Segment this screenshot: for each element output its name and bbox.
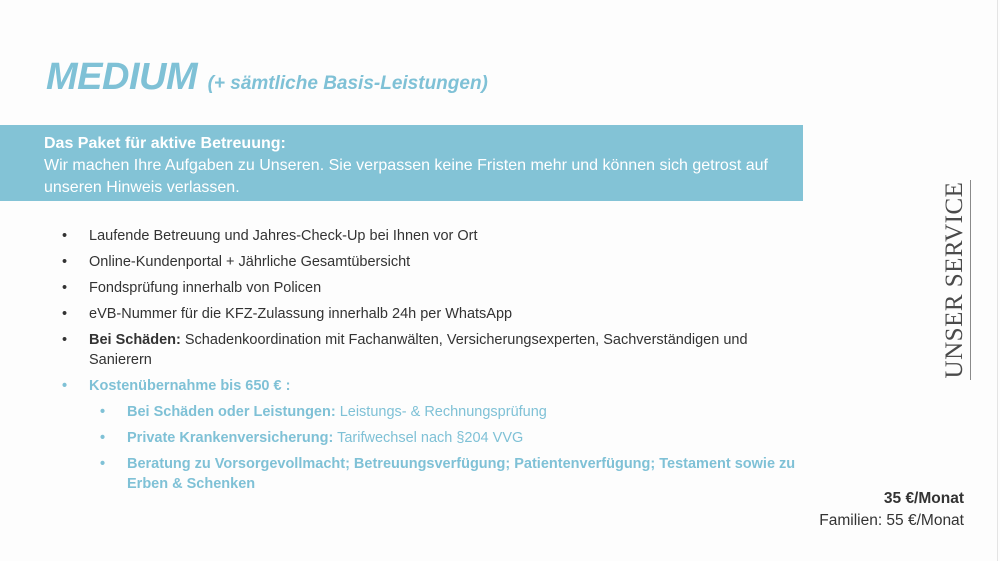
sub-item-label: Beratung zu Vorsorgevollmacht; Betreuungsverfügung; Patientenverfügung; Testament sowie zu Erben & Schenken <box>127 456 796 492</box>
list-item: • Online-Kundenportal + Jährliche Gesamtübersicht <box>62 252 802 272</box>
sub-item-text: Tarifwechsel nach §204 VVG <box>333 430 524 446</box>
price-block <box>819 488 964 532</box>
sub-list-item <box>89 454 802 494</box>
damage-label: Bei Schäden: <box>89 332 181 348</box>
service-list <box>62 226 802 500</box>
price-family: Familien: 55 €/Monat <box>819 512 964 529</box>
package-title <box>46 56 488 99</box>
slide-edge-divider <box>997 0 998 561</box>
banner-text: Wir machen Ihre Aufgaben zu Unseren. Sie verpassen keine Fristen mehr und können sich getrost auf unseren Hinweis verlassen. <box>44 157 768 196</box>
price-monthly: 35 €/Monat <box>883 490 964 507</box>
banner-heading: Das Paket für aktive Betreuung: <box>44 135 286 152</box>
list-item: • eVB-Nummer für die KFZ-Zulassung innerhalb 24h per WhatsApp <box>62 304 802 324</box>
package-name: MEDIUM <box>46 56 198 98</box>
sub-item-label: Private Krankenversicherung: <box>127 430 334 446</box>
list-item-damage <box>62 330 802 370</box>
side-title-rule <box>970 180 971 380</box>
sub-item-text: Leistungs- & Rechnungsprüfung <box>335 404 547 420</box>
damage-text: Schadenkoordination mit Fachanwälten, Versicherungsexperten, Sachverständigen und Sanierern <box>89 332 748 368</box>
coverage-sublist <box>89 402 802 494</box>
list-item: • Laufende Betreuung und Jahres-Check-Up bei Ihnen vor Ort <box>62 226 802 246</box>
side-title-text: UNSER SERVICE <box>941 181 968 379</box>
package-subtitle: (+ sämtliche Basis-Leistungen) <box>207 73 488 94</box>
package-banner <box>0 125 803 201</box>
sub-list-item <box>89 402 802 422</box>
list-item: • Fondsprüfung innerhalb von Policen <box>62 278 802 298</box>
sub-list-item <box>89 428 802 448</box>
list-item-coverage <box>62 376 802 494</box>
side-section-title <box>938 180 972 380</box>
sub-item-label: Bei Schäden oder Leistungen: <box>127 404 336 420</box>
coverage-label: Kostenübernahme bis 650 € : <box>89 378 291 394</box>
